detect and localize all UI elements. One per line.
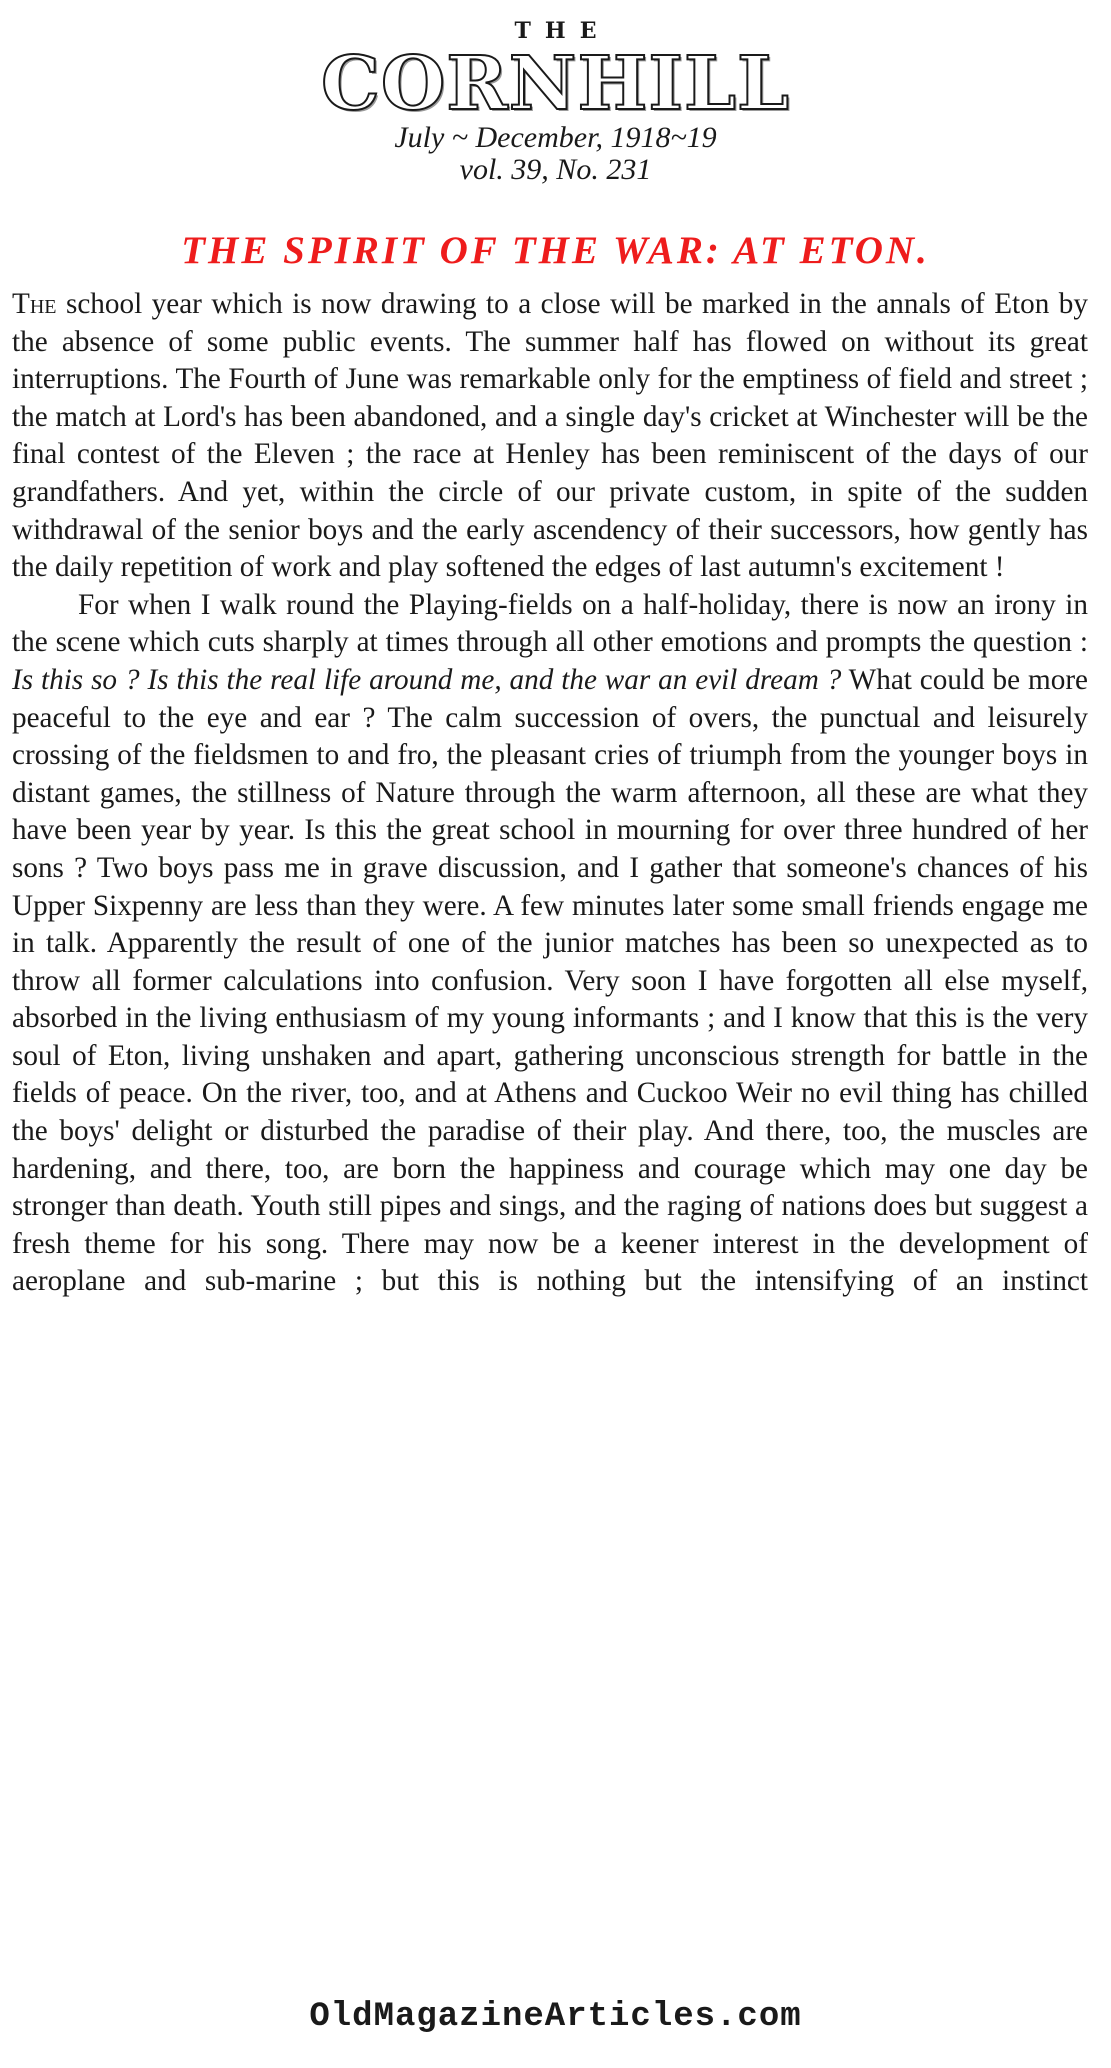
issue-dates: July ~ December, 1918~19 xyxy=(394,121,717,154)
paragraph-1-first-word: The xyxy=(12,288,57,320)
issue-volume: vol. 39, No. 231 xyxy=(459,153,652,186)
paragraph-1-text: school year which is now drawing to a close will be marked in the annals of Eton by the absence of some public events. The summer half has flowed on without its great interruptions. The Fourth of June was remarkable only for the emptiness of field and street ; the match at Lord's has been abandoned, and a single day's cricket at Winchester will be the final contest of the Eleven ; the race at Henley has been reminiscent of the days of our grandfathers. And yet, within the circle of our private custom, in spite of the sudden withdrawal of the senior boys and the early ascendency of their successors, how gently has the daily repetition of work and play softened the edges of last autumn's excitement ! xyxy=(12,288,1088,584)
masthead-the: THE xyxy=(514,18,611,44)
paragraph-2-text-rest: What could be more peaceful to the eye and ear ? The calm succession of overs, the punctual and leisurely crossing of the fieldsmen to and fro, the pleasant cries of triumph from the younger boys in distant games, the stillness of Nature through the warm afternoon, all these are what they have been year by year. Is this the great school in mourning for over three hundred of her sons ? Two boys pass me in grave discussion, and I gather that someone's chances of his Upper Sixpenny are less than they were. A few minutes later some small friends engage me in talk. Apparently the result of one of the junior matches has been so unexpected as to throw all former calculations into confusion. Very soon I have forgotten all else myself, absorbed in the living enthusiasm of my young informants ; and I know that this is the very soul of Eton, living unshaken and apart, gathering unconscious strength for battle in the fields of peace. On the river, too, and at Athens and Cuckoo Weir no evil thing has chilled the boys' delight or disturbed the paradise of their play. And there, too, the muscles are hardening, and there, too, are born the happiness and courage which may one day be stronger than death. Youth still pipes and sings, and the raging of nations does but suggest a fresh theme for his song. There may now be a keener interest in the development of aeroplane and sub-marine ; but this is nothing but the intensifying of an instinct xyxy=(12,663,1088,1298)
masthead xyxy=(0,0,1111,186)
site-watermark: OldMagazineArticles.com xyxy=(309,1998,802,2036)
paragraph-2-text-start: For when I walk round the Playing-fields on a half-holiday, there is now an irony in the scene which cuts sharply at times through all other emotions and prompts the question : xyxy=(12,588,1088,659)
article-body xyxy=(12,286,1088,1301)
paragraph-2-italic-question: Is this so ? Is this the real life around me, and the war an evil dream ? xyxy=(12,663,842,696)
paragraph-1 xyxy=(12,286,1088,587)
paragraph-2 xyxy=(12,587,1088,1301)
article-headline: THE SPIRIT OF THE WAR: AT ETON. xyxy=(181,229,930,272)
magazine-title: CORNHILL xyxy=(320,41,791,127)
